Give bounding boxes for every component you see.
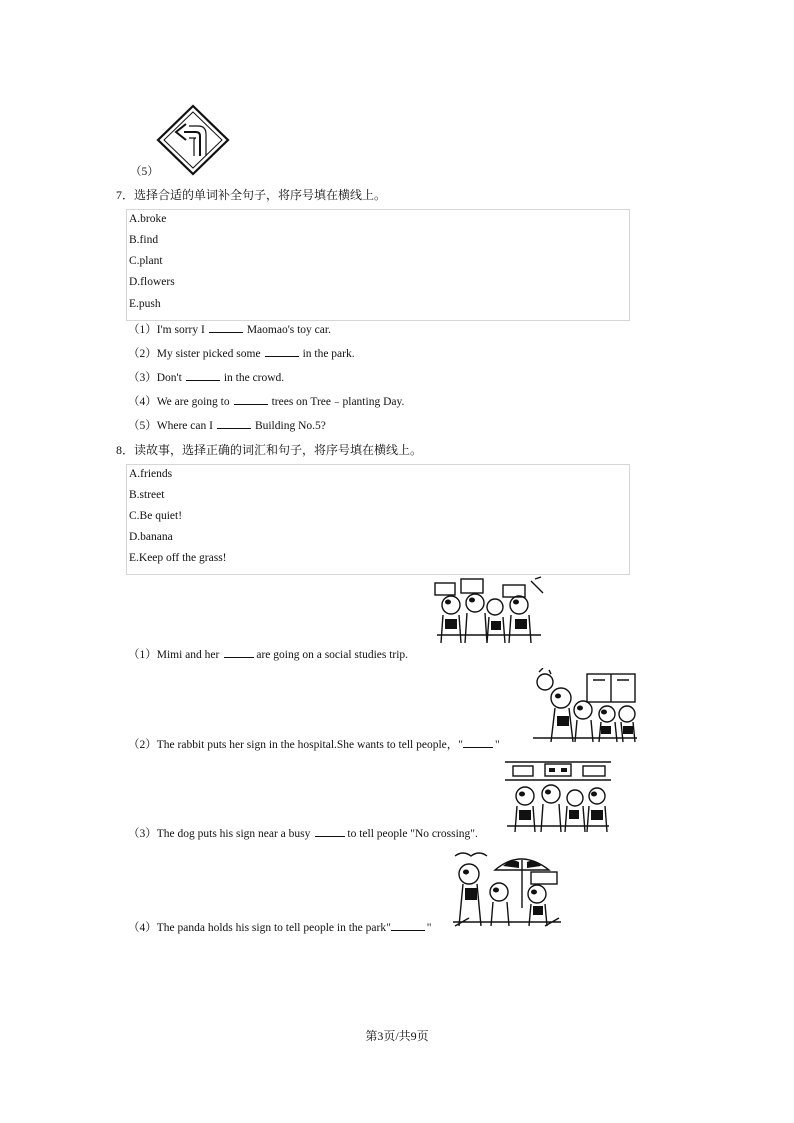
q7-item-5: （5）Where can I Building No.5? (128, 420, 326, 432)
q8-item-2: （2）The rabbit puts her sign in the hospital.She wants to tell people，" " (128, 739, 500, 751)
answer-blank[interactable] (234, 394, 268, 405)
q8-option-b: B.street (129, 489, 165, 501)
q8-item-3: （3）The dog puts his sign near a busy to tell people "No crossing". (128, 828, 478, 840)
q8-options-box (126, 464, 630, 575)
q8-item-1: （1）Mimi and her are going on a social studies trip. (128, 649, 409, 661)
page-number: 第3页/共9页 (365, 1029, 429, 1043)
answer-blank[interactable] (391, 920, 425, 931)
answer-blank[interactable] (217, 418, 251, 429)
q7-heading: 7．选择合适的单词补全句子，将序号填在横线上。 (116, 188, 387, 202)
answer-blank[interactable] (265, 346, 299, 357)
answer-blank[interactable] (315, 826, 345, 837)
story-picture-4-icon (451, 848, 563, 930)
q7-option-d: D.flowers (129, 276, 175, 288)
story-picture-3-icon (505, 758, 611, 834)
answer-blank[interactable] (463, 737, 493, 748)
turn-left-sign-icon (156, 104, 230, 176)
story-picture-2-icon (531, 668, 639, 746)
q7-item-1: （1）I'm sorry I Maomao's toy car. (128, 324, 331, 336)
q7-option-c: C.plant (129, 255, 163, 267)
answer-blank[interactable] (224, 647, 254, 658)
q7-options-box (126, 209, 630, 321)
q7-item-3: （3）Don't in the crowd. (128, 372, 285, 384)
story-picture-1-icon (431, 575, 547, 647)
answer-blank[interactable] (186, 370, 220, 381)
q7-item-4: （4）We are going to trees on Tree﹣planting Day. (128, 396, 405, 408)
q8-option-c: C.Be quiet! (129, 510, 183, 522)
q8-heading: 8．读故事，选择正确的词汇和句子，将序号填在横线上。 (116, 443, 423, 457)
q6-item5-label: （5） (130, 166, 159, 178)
q8-option-e: E.Keep off the grass! (129, 552, 227, 564)
answer-blank[interactable] (209, 322, 243, 333)
q7-item-2: （2）My sister picked some in the park. (128, 348, 355, 360)
q8-option-d: D.banana (129, 531, 173, 543)
q7-option-b: B.find (129, 234, 159, 246)
q8-item-4: （4）The panda holds his sign to tell people in the park" " (128, 922, 432, 934)
q7-option-a: A.broke (129, 213, 167, 225)
q7-option-e: E.push (129, 298, 161, 310)
q8-option-a: A.friends (129, 468, 173, 480)
